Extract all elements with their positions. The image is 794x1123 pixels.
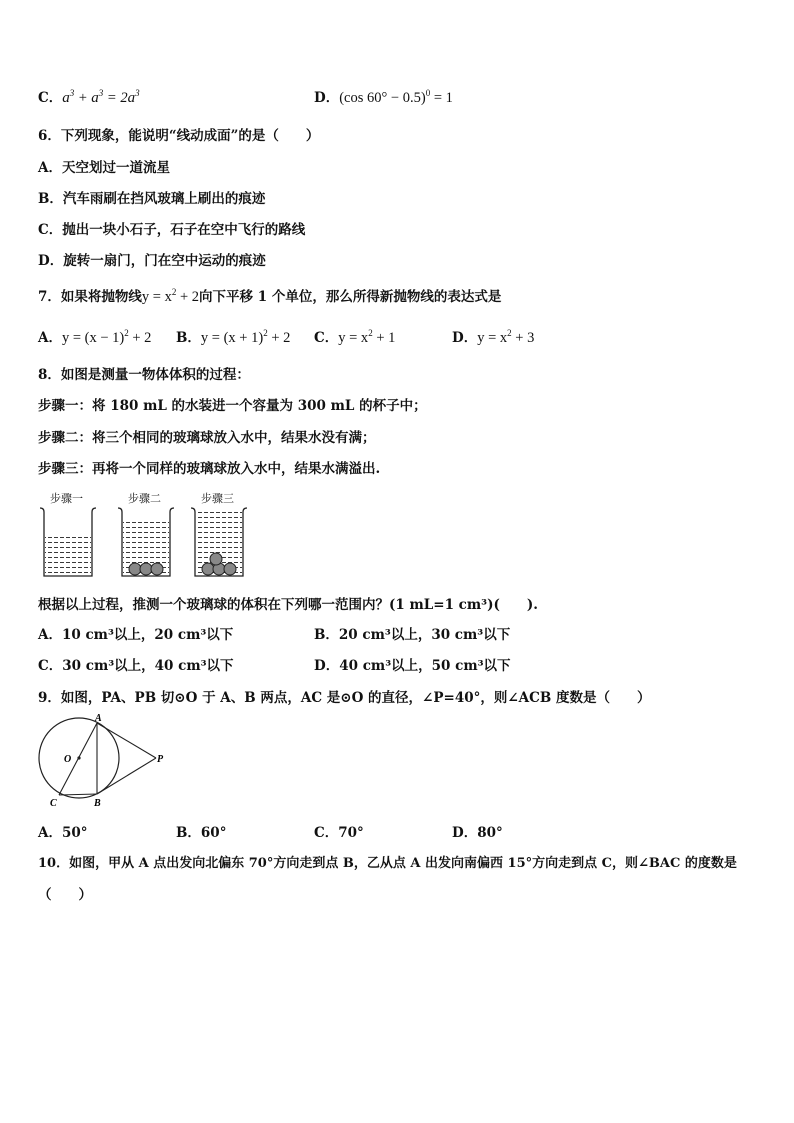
q10-stem: 10．如图，甲从 A 点出发向北偏东 70°方向走到点 B，乙从点 A 出发向南偏西 15°方向走到点 C，则∠BAC 的度数是 bbox=[38, 856, 737, 871]
beaker-2 bbox=[118, 508, 174, 576]
q7-option-c[interactable]: C．$y = x^2 + 1$ bbox=[314, 328, 396, 346]
q8-beaker-figure bbox=[36, 490, 256, 582]
q8-option-c[interactable]: C．30 cm³以上，40 cm³以下 bbox=[38, 658, 234, 674]
point-p-label: P bbox=[157, 754, 164, 765]
circle-tangent-drawing bbox=[30, 710, 180, 814]
q10-answer-paren: （ ） bbox=[38, 887, 92, 903]
beaker-3 bbox=[191, 508, 247, 576]
q6-option-a[interactable]: A．天空划过一道流星 bbox=[38, 160, 170, 176]
q8-step-3: 步骤三：再将一个同样的玻璃球放入水中，结果水满溢出. bbox=[38, 461, 381, 477]
beaker-3-label: 步骤三 bbox=[201, 492, 234, 505]
q5-option-c[interactable] bbox=[38, 86, 140, 107]
q5-option-c-expression: $a^3 + a^3 = 2a^3$ bbox=[62, 88, 140, 106]
beakers-drawing bbox=[36, 490, 256, 582]
q6-stem: 6．下列现象，能说明“线动成面”的是（ ） bbox=[38, 128, 320, 144]
q8-stem: 8．如图是测量一物体体积的过程： bbox=[38, 367, 250, 383]
q8-option-b[interactable]: B．20 cm³以上，30 cm³以下 bbox=[314, 627, 511, 643]
q9-circle-tangent-figure bbox=[30, 710, 180, 814]
q7-option-a[interactable]: A．$y = (x - 1)^2 + 2$ bbox=[38, 328, 152, 346]
point-a-label: A bbox=[95, 713, 102, 724]
q5-option-c-label: C． bbox=[38, 90, 63, 106]
beaker-1 bbox=[40, 508, 96, 576]
q5-option-d-expression: (cos 60° − 0.5)$^0$ = 1 bbox=[339, 88, 453, 106]
q5-option-d[interactable] bbox=[314, 86, 453, 107]
q7-stem: 7．如果将抛物线$y = x^2 + 2$向下平移 1 个单位，那么所得新抛物线的表达式是 bbox=[38, 287, 502, 305]
q6-option-c[interactable]: C．抛出一块小石子，石子在空中飞行的路线 bbox=[38, 222, 306, 238]
q9-option-a[interactable]: A．50° bbox=[38, 825, 88, 841]
q6-option-d[interactable]: D．旋转一扇门，门在空中运动的痕迹 bbox=[38, 253, 266, 269]
point-b-label: B bbox=[94, 798, 101, 809]
q8-option-d[interactable]: D．40 cm³以上，50 cm³以下 bbox=[314, 658, 511, 674]
q5-option-d-label: D． bbox=[314, 90, 340, 106]
point-c-label: C bbox=[50, 798, 57, 809]
q7-option-b[interactable]: B．$y = (x + 1)^2 + 2$ bbox=[176, 328, 291, 346]
point-o-label: O bbox=[64, 754, 72, 765]
q7-stem-expression: $y = x^2 + 2$ bbox=[141, 287, 200, 305]
q8-step-2: 步骤二：将三个相同的玻璃球放入水中，结果水没有满； bbox=[38, 430, 376, 446]
q8-step-1: 步骤一：将 180 mL 的水装进一个容量为 300 mL 的杯子中； bbox=[38, 398, 427, 414]
q7-option-d[interactable]: D．$y = x^2 + 3$ bbox=[452, 328, 535, 346]
q9-stem: 9．如图，PA、PB 切⊙O 于 A、B 两点，AC 是⊙O 的直径，∠P=40°，则∠ACB 度数是（ ） bbox=[38, 690, 651, 706]
beaker-1-label: 步骤一 bbox=[50, 492, 83, 505]
q6-option-b[interactable]: B．汽车雨刷在挡风玻璃上刷出的痕迹 bbox=[38, 191, 266, 207]
q9-option-c[interactable]: C．70° bbox=[314, 825, 364, 841]
beaker-2-label: 步骤二 bbox=[128, 492, 161, 505]
q8-option-a[interactable]: A．10 cm³以上，20 cm³以下 bbox=[38, 627, 234, 643]
q9-option-d[interactable]: D．80° bbox=[452, 825, 503, 841]
q8-question: 根据以上过程，推测一个玻璃球的体积在下列哪一范围内？(1 mL=1 cm³)( ). bbox=[38, 597, 538, 613]
q9-option-b[interactable]: B．60° bbox=[176, 825, 227, 841]
